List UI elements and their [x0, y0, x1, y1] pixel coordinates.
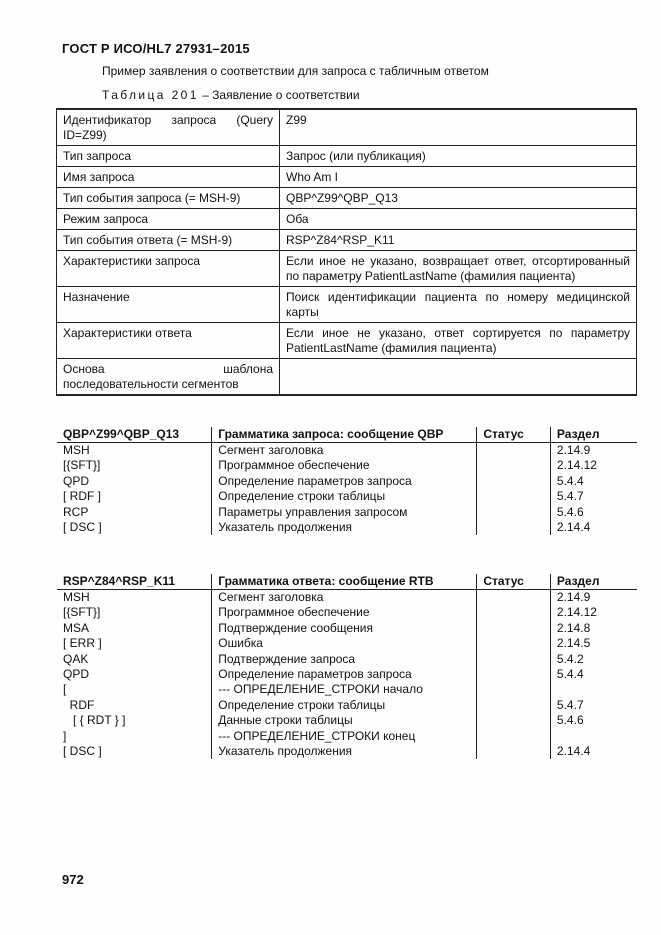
segment-section: 2.14.4 — [550, 744, 637, 759]
conformance-row — [57, 251, 637, 287]
conformance-value: Who Am I — [280, 167, 637, 188]
segment-section: 5.4.6 — [550, 713, 637, 728]
segment-description: Определение строки таблицы — [212, 489, 477, 504]
segment-section: 2.14.9 — [550, 443, 637, 459]
segment-code: [ { RDT } ] — [63, 713, 126, 728]
conformance-label: Назначение — [57, 287, 280, 323]
segment-code: QPD — [63, 473, 90, 488]
header-segment: QBP^Z99^QBP_Q13 — [57, 427, 212, 443]
segment-section: 5.4.7 — [550, 489, 637, 504]
segment-section: 5.4.7 — [550, 698, 637, 713]
table-caption — [102, 88, 360, 102]
header-status: Статус — [477, 574, 551, 590]
conformance-value: Оба — [280, 209, 637, 230]
segment-description: Определение строки таблицы — [212, 698, 477, 713]
segment-row — [57, 713, 637, 728]
segment-section: 5.4.6 — [550, 505, 637, 520]
segment-status — [477, 489, 551, 504]
segment-row — [57, 682, 637, 697]
conformance-label: Идентификатор запроса (Query ID=Z99) — [57, 109, 280, 146]
conformance-label: Тип запроса — [57, 146, 280, 167]
segment-status — [477, 729, 551, 744]
segment-section: 5.4.2 — [550, 652, 637, 667]
conformance-row — [57, 188, 637, 209]
segment-row — [57, 458, 637, 473]
segment-code: [{SFT}] — [63, 458, 101, 473]
segment-code: [ DSC ] — [63, 744, 102, 759]
segment-status — [477, 744, 551, 759]
segment-section: 5.4.4 — [550, 474, 637, 489]
conformance-value: Поиск идентификации пациента по номеру медицинской карты — [280, 287, 637, 323]
conformance-label: Имя запроса — [57, 167, 280, 188]
segment-status — [477, 698, 551, 713]
conformance-value: RSP^Z84^RSP_K11 — [280, 230, 637, 251]
segment-section: 2.14.12 — [550, 605, 637, 620]
segment-status — [477, 621, 551, 636]
segment-section: 2.14.12 — [550, 458, 637, 473]
segment-description: Параметры управления запросом — [212, 505, 477, 520]
segment-description: Указатель продолжения — [212, 744, 477, 759]
segment-row — [57, 489, 637, 504]
segment-code: [{SFT}] — [63, 605, 101, 620]
segment-code: RCP — [63, 504, 89, 519]
segment-code: MSA — [63, 620, 90, 635]
segment-row — [57, 605, 637, 620]
segment-status — [477, 682, 551, 697]
segment-status — [477, 713, 551, 728]
segment-status — [477, 605, 551, 620]
segment-description: Определение параметров запроса — [212, 474, 477, 489]
segment-row — [57, 520, 637, 535]
segment-description: Сегмент заголовка — [212, 590, 477, 606]
segment-status — [477, 590, 551, 606]
segment-description: Программное обеспечение — [212, 605, 477, 620]
segment-status — [477, 474, 551, 489]
segment-description: Подтверждение запроса — [212, 652, 477, 667]
segment-code: [ ERR ] — [63, 636, 102, 651]
segment-status — [477, 667, 551, 682]
header-grammar: Грамматика ответа: сообщение RTB — [212, 574, 477, 590]
conformance-value: QBP^Z99^QBP_Q13 — [280, 188, 637, 209]
segment-section — [550, 682, 637, 697]
header-segment: RSP^Z84^RSP_K11 — [57, 574, 212, 590]
conformance-row — [57, 109, 637, 146]
conformance-label: Характеристики запроса — [57, 251, 280, 287]
segment-code: MSH — [63, 590, 90, 604]
header-status: Статус — [477, 427, 551, 443]
segment-code: RDF — [63, 697, 95, 712]
segment-row — [57, 729, 637, 744]
conformance-row — [57, 146, 637, 167]
segment-description: Программное обеспечение — [212, 458, 477, 473]
query-grammar-table — [57, 427, 637, 535]
conformance-table — [56, 108, 637, 396]
header-section: Раздел — [550, 427, 637, 443]
conformance-row — [57, 287, 637, 323]
conformance-value: Если иное не указано, ответ сортируется по параметру PatientLastName (фамилия пациента) — [280, 323, 637, 359]
conformance-label: Режим запроса — [57, 209, 280, 230]
segment-description: --- ОПРЕДЕЛЕНИЕ_СТРОКИ начало — [212, 682, 477, 697]
segment-section — [550, 729, 637, 744]
conformance-label: Тип события ответа (= MSH-9) — [57, 230, 280, 251]
segment-status — [477, 652, 551, 667]
segment-section: 2.14.8 — [550, 621, 637, 636]
segment-row — [57, 744, 637, 759]
response-grammar-header — [57, 574, 637, 590]
segment-status — [477, 443, 551, 459]
conformance-value — [280, 359, 637, 396]
conformance-label: Основа шаблона последовательности сегментов — [57, 359, 280, 396]
conformance-row — [57, 167, 637, 188]
segment-description: --- ОПРЕДЕЛЕНИЕ_СТРОКИ конец — [212, 729, 477, 744]
segment-row — [57, 474, 637, 489]
segment-section: 5.4.4 — [550, 667, 637, 682]
conformance-value: Запрос (или публикация) — [280, 146, 637, 167]
conformance-label: Характеристики ответа — [57, 323, 280, 359]
segment-row — [57, 667, 637, 682]
segment-description: Ошибка — [212, 636, 477, 651]
segment-row — [57, 698, 637, 713]
segment-code: ] — [63, 728, 67, 743]
segment-status — [477, 520, 551, 535]
segment-row — [57, 590, 637, 606]
table-label: Таблица 201 — [102, 88, 199, 102]
segment-section: 2.14.9 — [550, 590, 637, 606]
segment-status — [477, 458, 551, 473]
segment-row — [57, 636, 637, 651]
segment-row — [57, 621, 637, 636]
segment-section: 2.14.5 — [550, 636, 637, 651]
segment-section: 2.14.4 — [550, 520, 637, 535]
conformance-row — [57, 209, 637, 230]
conformance-row — [57, 230, 637, 251]
example-intro: Пример заявления о соответствии для запроса с табличным ответом — [102, 64, 489, 78]
page-number: 972 — [62, 872, 84, 887]
header-section: Раздел — [550, 574, 637, 590]
segment-code: [ RDF ] — [63, 489, 101, 504]
conformance-row — [57, 323, 637, 359]
segment-description: Подтверждение сообщения — [212, 621, 477, 636]
segment-code: QAK — [63, 651, 89, 666]
segment-row — [57, 505, 637, 520]
segment-status — [477, 636, 551, 651]
conformance-value: Z99 — [280, 109, 637, 146]
segment-description: Данные строки таблицы — [212, 713, 477, 728]
segment-code: QPD — [63, 667, 90, 682]
table-dash: – — [198, 88, 213, 102]
segment-code: [ — [63, 682, 67, 697]
segment-status — [477, 505, 551, 520]
conformance-label: Тип события запроса (= MSH-9) — [57, 188, 280, 209]
segment-code: [ DSC ] — [63, 520, 102, 535]
segment-row — [57, 652, 637, 667]
header-grammar: Грамматика запроса: сообщение QBP — [212, 427, 477, 443]
response-grammar-table — [57, 574, 637, 759]
segment-description: Определение параметров запроса — [212, 667, 477, 682]
segment-description: Сегмент заголовка — [212, 443, 477, 459]
table-title: Заявление о соответствии — [212, 88, 360, 102]
segment-description: Указатель продолжения — [212, 520, 477, 535]
conformance-row — [57, 359, 637, 396]
standard-designation: ГОСТ Р ИСО/HL7 27931–2015 — [62, 41, 250, 56]
conformance-value: Если иное не указано, возвращает ответ, отсортированный по параметру PatientLastName (фамилия пациента) — [280, 251, 637, 287]
segment-row — [57, 443, 637, 459]
query-grammar-header — [57, 427, 637, 443]
segment-code: MSH — [63, 443, 90, 457]
